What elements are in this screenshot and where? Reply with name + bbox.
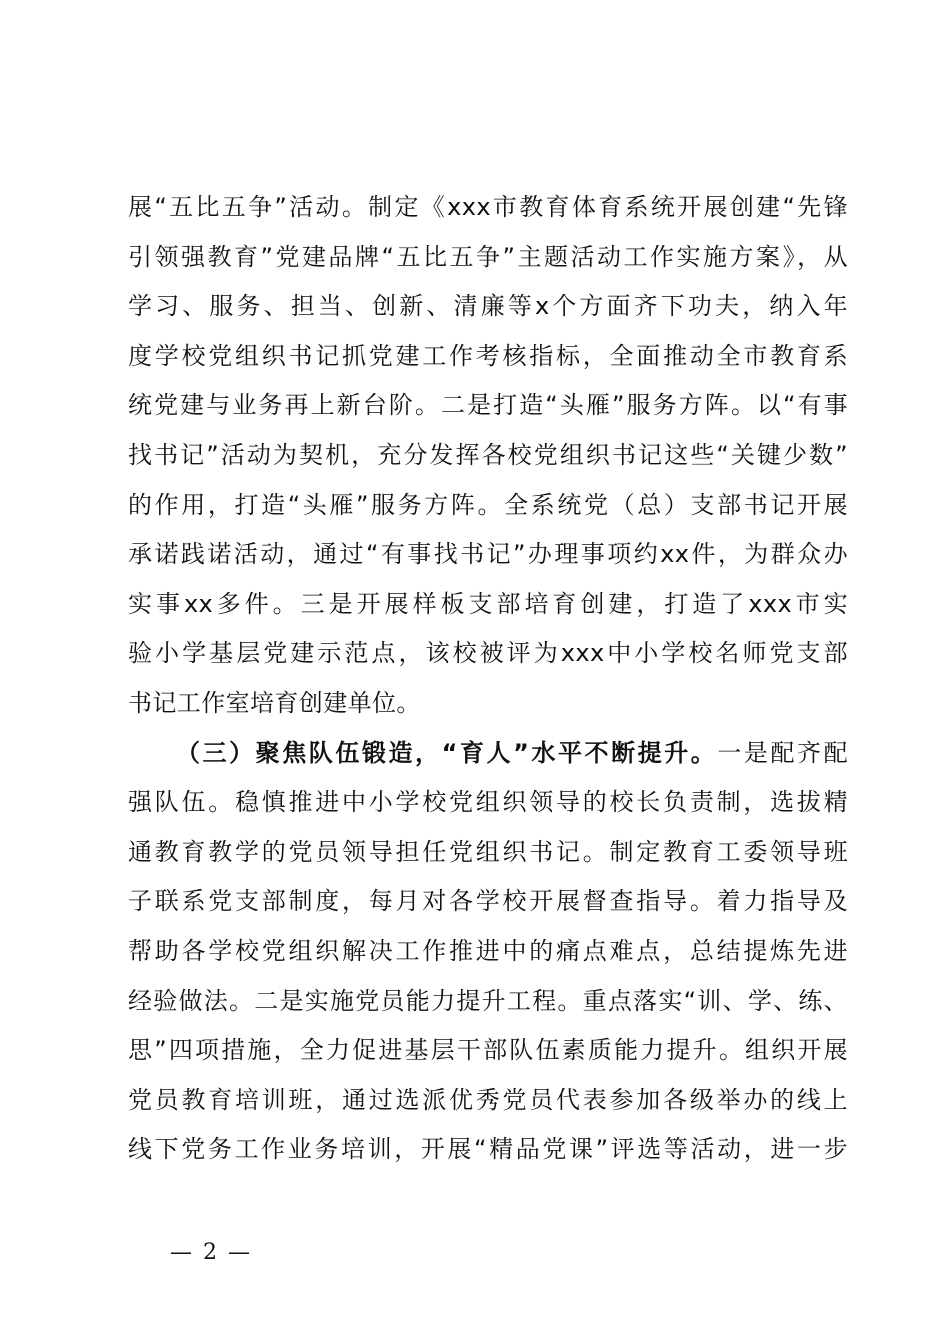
paragraph-1-line-8: 承诺践诺活动，通过“有事找书记”办理事项约xx件，为群众办 xyxy=(128,540,848,569)
paragraph-1-line-9: 实事xx多件。三是开展样板支部培育创建，打造了xxx市实 xyxy=(128,589,848,618)
paragraph-2-line-9: 线下党务工作业务培训，开展“精品党课”评选等活动，进一步 xyxy=(128,1135,848,1164)
paragraph-1-line-1: 展“五比五争”活动。制定《xxx市教育体育系统开展创建“先锋 xyxy=(128,193,848,221)
paragraph-2-line-7: 思”四项措施，全力促进基层干部队伍素质能力提升。组织开展 xyxy=(128,1036,848,1065)
section-heading: （三）聚焦队伍锻造，“育人”水平不断提升。 xyxy=(176,738,718,767)
paragraph-2-line-3: 通教育教学的党员领导担任党组织书记。制定教育工委领导班 xyxy=(128,837,848,866)
paragraph-1-line-5: 统党建与业务再上新台阶。二是打造“头雁”服务方阵。以“有事 xyxy=(128,391,848,420)
paragraph-1-line-3: 学习、服务、担当、创新、清廉等x个方面齐下功夫，纳入年 xyxy=(128,292,848,321)
paragraph-2-line-8: 党员教育培训班，通过选派优秀党员代表参加各级举办的线上 xyxy=(128,1085,848,1114)
paragraph-1-line-2: 引领强教育”党建品牌“五比五争”主题活动工作实施方案》，从 xyxy=(128,242,848,271)
paragraph-2-line-6: 经验做法。二是实施党员能力提升工程。重点落实“训、学、练、 xyxy=(128,986,848,1015)
paragraph-2-line-2: 强队伍。稳慎推进中小学校党组织领导的校长负责制，选拔精 xyxy=(128,788,848,817)
paragraph-1-line-10: 验小学基层党建示范点，该校被评为xxx中小学校名师党支部 xyxy=(128,639,848,668)
paragraph-1-line-6: 找书记”活动为契机，充分发挥各校党组织书记这些“关键少数” xyxy=(128,440,848,469)
paragraph-2-first-line-text: 一是配齐配 xyxy=(717,738,849,767)
paragraph-2-line-4: 子联系党支部制度，每月对各学校开展督查指导。着力指导及 xyxy=(128,887,848,916)
paragraph-2-line-5: 帮助各学校党组织解决工作推进中的痛点难点，总结提炼先进 xyxy=(128,936,848,965)
paragraph-1-line-11: 书记工作室培育创建单位。 xyxy=(128,688,421,717)
page-number: — 2 — xyxy=(170,1240,252,1265)
paragraph-1-line-4: 度学校党组织书记抓党建工作考核指标，全面推动全市教育系 xyxy=(128,341,848,370)
paragraph-2-line-1 xyxy=(128,729,848,779)
paragraph-1-line-7: 的作用，打造“头雁”服务方阵。全系统党（总）支部书记开展 xyxy=(128,490,848,519)
body-text xyxy=(128,183,848,1175)
